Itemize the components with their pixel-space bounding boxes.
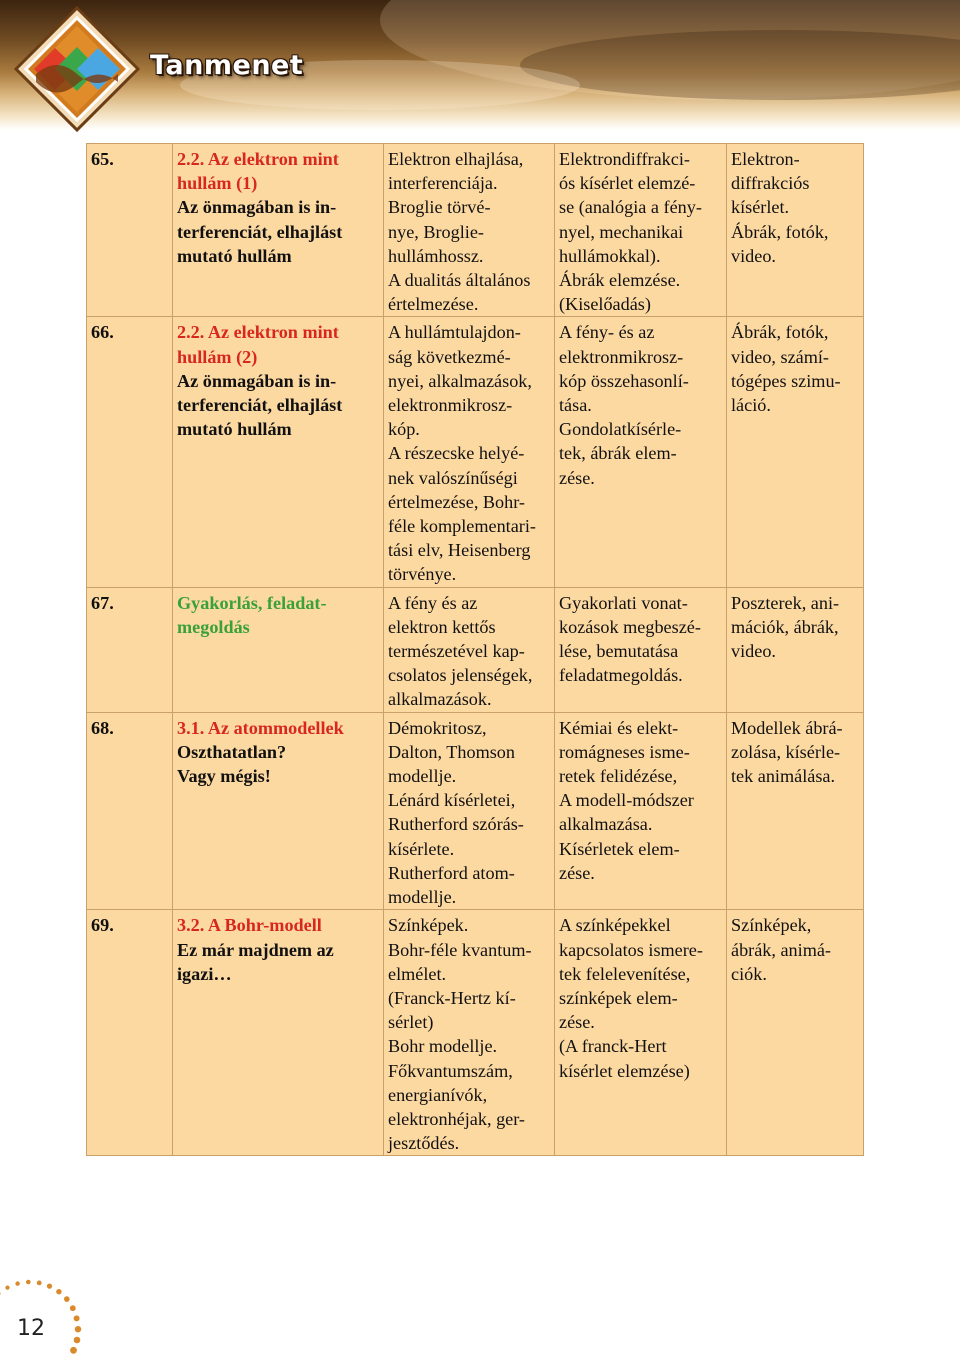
content-line: Dalton, Thomson [388, 741, 515, 762]
tools-line: video, számí- [731, 346, 829, 367]
content-line: Démokritosz, [388, 717, 487, 738]
lesson-tools-cell [727, 587, 864, 712]
table-row [87, 587, 864, 712]
tools-line: láció. [731, 395, 771, 416]
decorative-dot [56, 1289, 61, 1294]
topic-line: 2.2. Az elektron mint [177, 149, 339, 169]
activity-line: romágneses isme- [559, 741, 690, 762]
activity-line: Gyakorlati vonat- [559, 592, 688, 613]
lesson-activity-cell [555, 712, 727, 910]
lesson-tools-cell [727, 712, 864, 910]
lesson-topic-cell [173, 910, 384, 1156]
lesson-topic-cell [173, 587, 384, 712]
lesson-activity-cell [555, 144, 727, 317]
activity-line: retek felidézése, [559, 766, 678, 787]
topic-line: Az önmagában is in- [177, 197, 337, 218]
tools-line: Színképek, [731, 915, 812, 936]
lesson-content-cell [384, 910, 555, 1156]
topic-line: mutató hullám [177, 245, 292, 266]
activity-line: Elektrondiffrakci- [559, 149, 690, 169]
content-line: sérlet) [388, 1012, 434, 1033]
content-line: elektron kettős [388, 616, 496, 637]
decorative-dot [75, 1326, 81, 1332]
decorative-dot [47, 1284, 52, 1289]
page-number: 12 [17, 1316, 45, 1341]
content-line: Bohr modellje. [388, 1036, 498, 1057]
topic-line: Az önmagában is in- [177, 370, 337, 391]
decorative-dot [5, 1286, 9, 1290]
activity-line: alkalmazása. [559, 814, 653, 835]
topic-line: mutató hullám [177, 419, 292, 440]
table-row [87, 712, 864, 910]
activity-line: (A franck-Hert [559, 1036, 667, 1057]
topic-line: Oszthatatlan? [177, 741, 287, 762]
lesson-activity-cell [555, 910, 727, 1156]
decorative-dot [15, 1281, 19, 1285]
topic-line: 2.2. Az elektron mint [177, 322, 339, 343]
content-line: csolatos jelenségek, [388, 665, 533, 686]
decorative-dot [64, 1296, 70, 1302]
topic-line: terferenciát, elhajlást [177, 221, 343, 242]
tools-line: Ábrák, fotók, [731, 322, 829, 343]
lesson-topic-cell [173, 712, 384, 910]
decorative-dot [70, 1347, 77, 1354]
content-line: tási elv, Heisenberg [388, 540, 531, 561]
decorative-dots-icon [0, 1268, 100, 1360]
content-line: (Franck-Hertz kí- [388, 987, 516, 1008]
lesson-content-cell [384, 712, 555, 910]
activity-line: Gondolatkísérle- [559, 419, 682, 440]
tools-line: video. [731, 245, 776, 266]
decorative-dot [26, 1280, 31, 1285]
content-line: A dualitás általános [388, 270, 531, 291]
content-line: törvénye. [388, 564, 457, 585]
lesson-plan-table [86, 143, 864, 1156]
activity-line: Ábrák elemzése. [559, 270, 681, 291]
lesson-activity-cell [555, 587, 727, 712]
content-line: interferenciája. [388, 173, 498, 194]
tools-line: tógépes szimu- [731, 370, 841, 391]
content-line: modellje. [388, 887, 457, 908]
content-line: értelmezése. [388, 294, 479, 315]
content-line: féle komplementari- [388, 516, 536, 537]
activity-line: feladatmegoldás. [559, 665, 683, 686]
table-row [87, 317, 864, 587]
content-line: kóp. [388, 419, 420, 440]
lesson-number-cell [87, 712, 173, 910]
topic-line: 3.2. A Bohr-modell [177, 915, 322, 936]
activity-line: tek, ábrák elem- [559, 443, 677, 464]
tools-line: mációk, ábrák, [731, 616, 839, 637]
content-line: kísérlete. [388, 838, 455, 859]
topic-line: hullám (1) [177, 173, 258, 194]
activity-line: színképek elem- [559, 987, 678, 1008]
activity-line: hullámokkal). [559, 245, 661, 266]
content-line: elmélet. [388, 963, 447, 984]
tools-line: ciók. [731, 963, 767, 984]
activity-line: kozások megbeszé- [559, 616, 701, 637]
topic-line: Ez már majdnem az [177, 939, 334, 960]
lesson-number-cell [87, 587, 173, 712]
lesson-activity-cell [555, 317, 727, 587]
content-line: nyei, alkalmazások, [388, 370, 532, 391]
tools-line: video. [731, 641, 776, 662]
content-line: Bohr-féle kvantum- [388, 939, 532, 960]
page-title: Tanmenet [150, 50, 304, 81]
content-line: energianívók, [388, 1084, 488, 1105]
lesson-number: 66. [91, 322, 114, 343]
activity-line: Kísérletek elem- [559, 838, 680, 859]
lesson-number: 68. [91, 717, 114, 738]
lesson-tools-cell [727, 317, 864, 587]
topic-line: igazi… [177, 963, 232, 984]
content-line: Rutherford atom- [388, 862, 515, 883]
content-line: nye, Broglie- [388, 221, 484, 242]
activity-line: zése. [559, 862, 595, 883]
lesson-number-cell [87, 144, 173, 317]
tools-line: zolása, kísérle- [731, 741, 841, 762]
content-line: természetével kap- [388, 641, 525, 662]
activity-line: nyel, mechanikai [559, 221, 684, 242]
content-line: elektronmikrosz- [388, 395, 513, 416]
activity-line: kapcsolatos ismere- [559, 939, 703, 960]
tools-line: tek animálása. [731, 766, 836, 787]
content-line: nek valószínűségi [388, 467, 518, 488]
tools-line: ábrák, animá- [731, 939, 831, 960]
decorative-dot [74, 1315, 80, 1321]
topic-line: Gyakorlás, feladat- [177, 592, 327, 613]
activity-line: Kémiai és elekt- [559, 717, 679, 738]
activity-line: kísérlet elemzése) [559, 1060, 690, 1081]
tools-line: Ábrák, fotók, [731, 221, 829, 242]
content-line: Rutherford szórás- [388, 814, 524, 835]
tools-line: Poszterek, ani- [731, 592, 840, 613]
topic-line: terferenciát, elhajlást [177, 395, 343, 416]
content-line: A fény és az [388, 592, 478, 613]
activity-line: elektronmikrosz- [559, 346, 684, 367]
lesson-content-cell [384, 144, 555, 317]
content-line: A részecske helyé- [388, 443, 525, 464]
content-line: Főkvantumszám, [388, 1060, 513, 1081]
lesson-content-cell [384, 317, 555, 587]
activity-line: se (analógia a fény- [559, 197, 702, 218]
decorative-dot [0, 1292, 1, 1296]
activity-line: zése. [559, 1012, 595, 1033]
activity-line: (Kiselőadás) [559, 294, 651, 315]
content-line: elektronhéjak, ger- [388, 1108, 525, 1129]
content-line: modellje. [388, 766, 457, 787]
content-line: Színképek. [388, 915, 469, 936]
content-line: Lénárd kísérletei, [388, 790, 516, 811]
tools-line: diffrakciós [731, 173, 810, 194]
lesson-content-cell [384, 587, 555, 712]
activity-line: A színképekkel [559, 915, 671, 936]
decorative-dot [37, 1281, 42, 1286]
topic-line: hullám (2) [177, 346, 258, 367]
lesson-number: 65. [91, 149, 114, 169]
topic-line: 3.1. Az atommodellek [177, 717, 344, 738]
content-line: jesztődés. [388, 1133, 460, 1154]
lesson-tools-cell [727, 910, 864, 1156]
activity-line: lése, bemutatása [559, 641, 679, 662]
tools-line: Elektron- [731, 149, 800, 169]
lesson-number: 67. [91, 592, 114, 613]
tools-line: kísérlet. [731, 197, 790, 218]
content-line: alkalmazások. [388, 689, 492, 710]
activity-line: kóp összehasonlí- [559, 370, 689, 391]
lesson-tools-cell [727, 144, 864, 317]
activity-line: A modell-módszer [559, 790, 694, 811]
content-line: értelmezése, Bohr- [388, 491, 525, 512]
table-row [87, 144, 864, 317]
activity-line: zése. [559, 467, 595, 488]
content-line: Broglie törvé- [388, 197, 491, 218]
activity-line: tek felelevenítése, [559, 963, 691, 984]
tanmenet-logo-icon [12, 4, 142, 134]
table-row [87, 910, 864, 1156]
content-line: Elektron elhajlása, [388, 149, 524, 169]
lesson-number-cell [87, 910, 173, 1156]
header-banner [0, 0, 960, 130]
tools-line: Modellek ábrá- [731, 717, 843, 738]
content-line: A hullámtulajdon- [388, 322, 521, 343]
lesson-number-cell [87, 317, 173, 587]
activity-line: A fény- és az [559, 322, 655, 343]
topic-line: megoldás [177, 616, 250, 637]
topic-line: Vagy mégis! [177, 766, 271, 787]
activity-line: ós kísérlet elemzé- [559, 173, 696, 194]
activity-line: tása. [559, 395, 592, 416]
decorative-dot [74, 1337, 81, 1344]
lesson-topic-cell [173, 144, 384, 317]
content-line: hullámhossz. [388, 245, 484, 266]
content-line: ság következmé- [388, 346, 511, 367]
decorative-dot [70, 1305, 76, 1311]
lesson-topic-cell [173, 317, 384, 587]
lesson-number: 69. [91, 915, 114, 936]
